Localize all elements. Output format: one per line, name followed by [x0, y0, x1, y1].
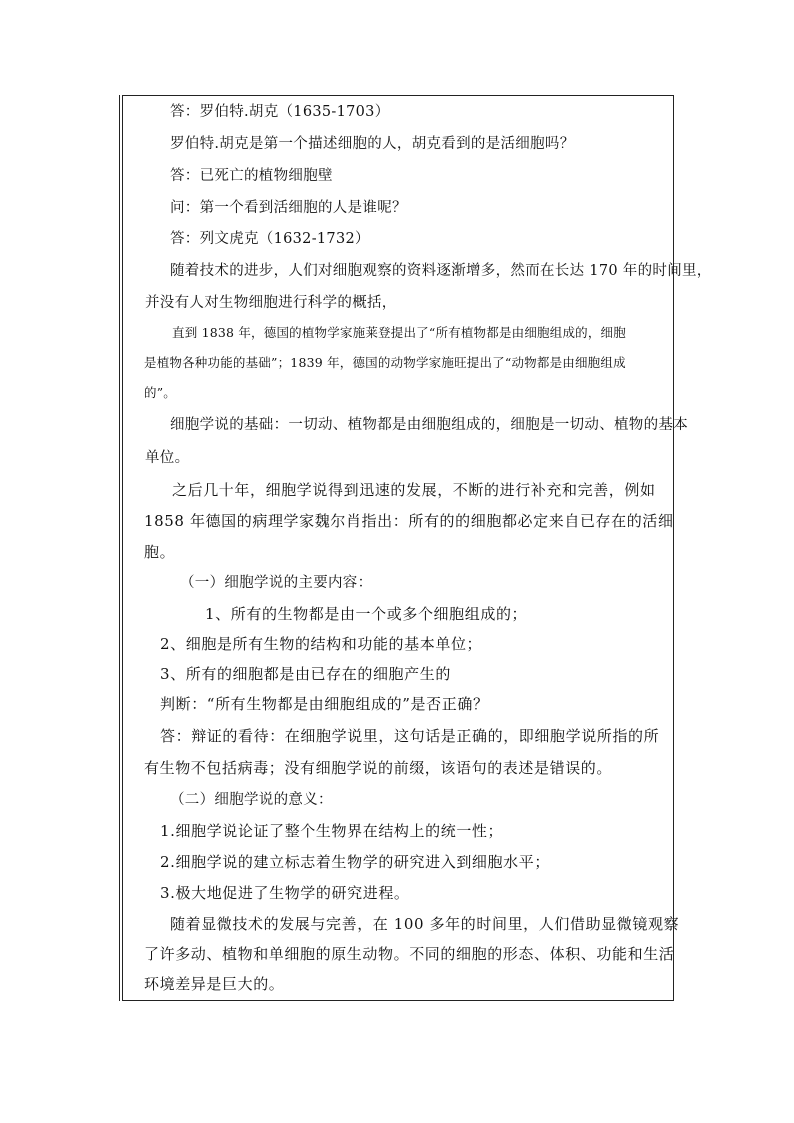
- text-line: 的”。: [144, 385, 176, 400]
- text-line: 问：第一个看到活细胞的人是谁呢？: [170, 200, 407, 216]
- text-line: 答：罗伯特.胡克（1635-1703）: [170, 104, 390, 120]
- list-item: 3、所有的细胞都是由已存在的细胞产生的: [160, 665, 451, 683]
- text-line: 环境差异是巨大的。: [144, 975, 285, 993]
- list-item: 1、所有的生物都是由一个或多个细胞组成的；: [205, 605, 528, 623]
- text-line: 判断：“所有生物都是由细胞组成的”是否正确？: [160, 695, 489, 713]
- text-line: 并没有人对生物细胞进行科学的概括，: [145, 295, 397, 311]
- text-line: 了许多动、植物和单细胞的原生动物。不同的细胞的形态、体积、功能和生活: [144, 945, 675, 963]
- text-line: 是植物各种功能的基础”；1839 年，德国的动物学家施旺提出了“动物都是由细胞组成: [144, 355, 626, 370]
- list-item: 2.细胞学说的建立标志着生物学的研究进入到细胞水平；: [160, 853, 550, 871]
- text-line: 答：已死亡的植物细胞壁: [170, 168, 333, 184]
- text-line: 1858 年德国的病理学家魏尔肖指出：所有的的细胞都必定来自已存在的活细: [144, 512, 674, 530]
- list-item: 2、细胞是所有生物的结构和功能的基本单位；: [160, 635, 483, 653]
- text-line: 随着技术的进步，人们对细胞观察的资料逐渐增多，然而在长达 170 年的时间里，: [170, 263, 712, 279]
- text-line: 随着显微技术的发展与完善，在 100 多年的时间里，人们借助显微镜观察: [170, 915, 680, 933]
- text-line: 细胞学说的基础：一切动、植物都是由细胞组成的，细胞是一切动、植物的基本: [170, 417, 688, 433]
- section-heading: （一）细胞学说的主要内容：: [180, 575, 373, 591]
- text-line: 答：列文虎克（1632-1732）: [170, 231, 370, 247]
- list-item: 1.细胞学说论证了整个生物界在结构上的统一性；: [160, 822, 504, 840]
- text-line: 直到 1838 年，德国的植物学家施莱登提出了“所有植物都是由细胞组成的，细胞: [172, 325, 626, 340]
- table-left-border: [119, 95, 120, 1001]
- text-line: 罗伯特.胡克是第一个描述细胞的人，胡克看到的是活细胞吗？: [170, 136, 575, 152]
- text-line: 胞。: [144, 543, 176, 561]
- text-line: 有生物不包括病毒；没有细胞学说的前缀，该语句的表述是错误的。: [144, 759, 613, 777]
- section-heading: （二）细胞学说的意义：: [170, 792, 333, 808]
- text-line: 之后几十年，细胞学说得到迅速的发展，不断的进行补充和完善，例如: [172, 481, 656, 499]
- text-line: 单位。: [145, 450, 190, 466]
- list-item: 3.极大地促进了生物学的研究进程。: [160, 884, 410, 902]
- text-line: 答：辩证的看待：在细胞学说里，这句话是正确的，即细胞学说所指的所: [160, 727, 660, 745]
